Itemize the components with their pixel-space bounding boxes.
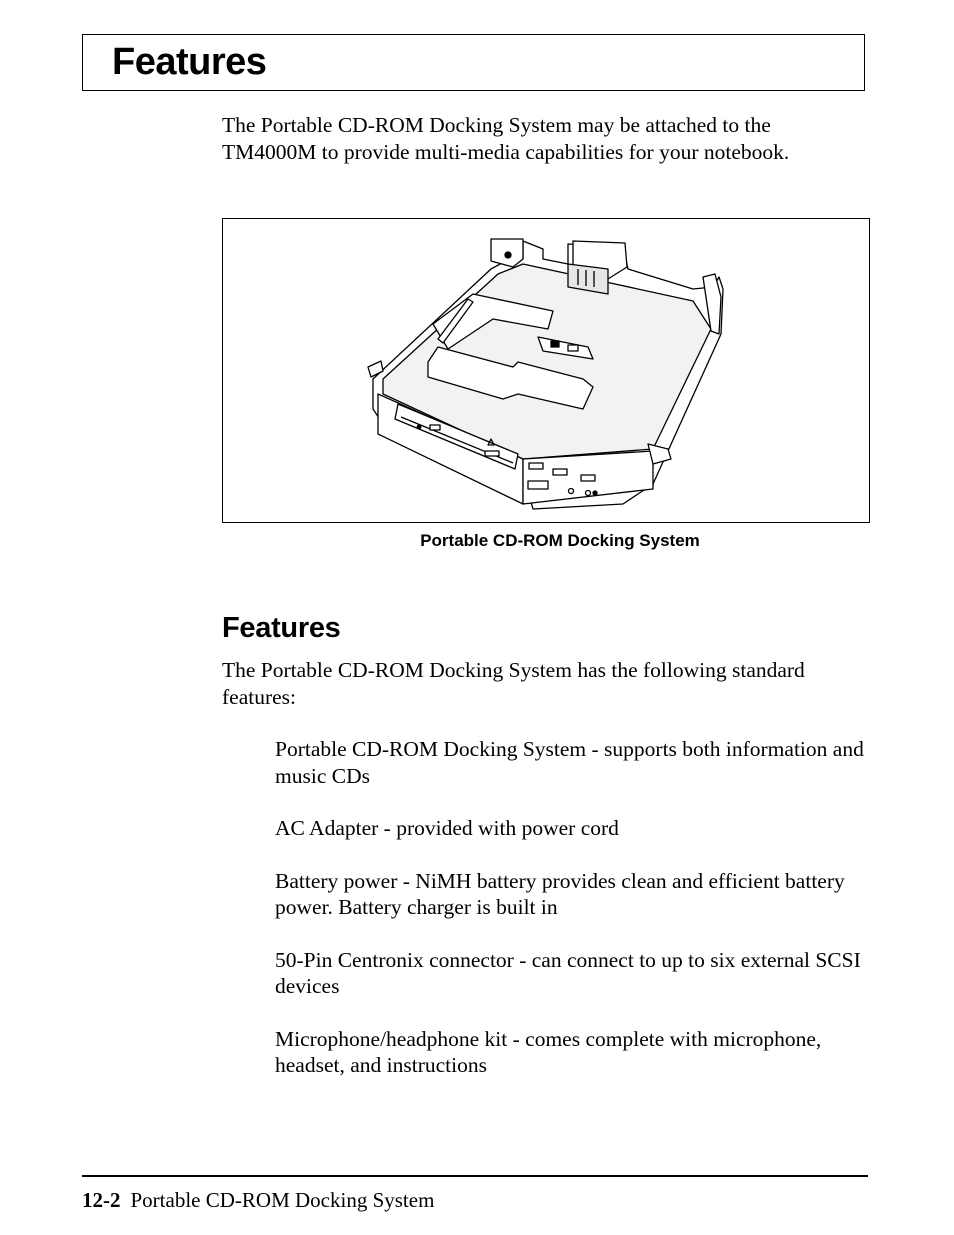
page-title: Features: [112, 41, 267, 83]
section-heading: Features: [222, 612, 341, 644]
figure-caption: Portable CD-ROM Docking System: [420, 531, 700, 550]
page-footer: [82, 1188, 434, 1213]
feature-item: AC Adapter - provided with power cord: [275, 816, 619, 840]
intro-paragraph: The Portable CD-ROM Docking System may be attached to the TM4000M to provide multi-media capabilities for your notebook.: [222, 113, 790, 164]
feature-item: 50-Pin Centronix connector - can connect to up to six external SCSI devices: [275, 947, 861, 998]
docking-system-figure: [222, 218, 870, 523]
page-title-box: [82, 34, 865, 91]
footer-text: Portable CD-ROM Docking System: [130, 1188, 435, 1212]
feature-item: Microphone/headphone kit - comes complete with microphone, headset, and instructions: [275, 1026, 822, 1077]
page-number: 12-2: [82, 1188, 121, 1212]
section-lead: The Portable CD-ROM Docking System has the following standard features:: [222, 658, 805, 709]
docking-system-illustration: [223, 219, 870, 523]
footer-rule: [82, 1175, 868, 1177]
feature-item: Portable CD-ROM Docking System - supports both information and music CDs: [275, 737, 864, 788]
feature-list: [275, 736, 875, 1105]
feature-item: Battery power - NiMH battery provides clean and efficient battery power. Battery charger is built in: [275, 868, 845, 919]
